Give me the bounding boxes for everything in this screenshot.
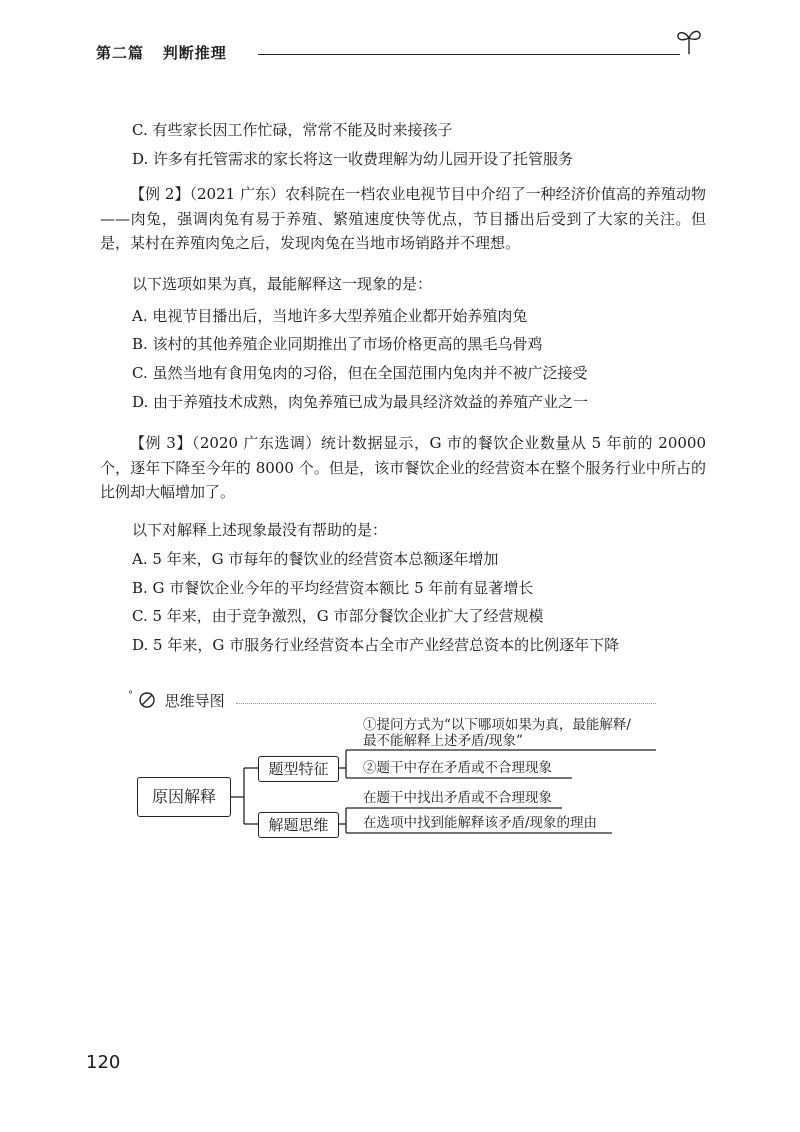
example3-source: （2020 广东选调）	[191, 434, 321, 452]
header-chapter: 判断推理	[162, 44, 227, 62]
example2-source: （2021 广东）	[189, 185, 286, 203]
example3-option-c: C. 5 年来，由于竞争激烈，G 市部分餐饮企业扩大了经营规模	[132, 607, 544, 625]
mindmap-branch-features: 题型特征	[258, 756, 339, 782]
mindmap-branch-thinking: 解题思维	[258, 812, 339, 838]
example2-body: 农科院在一档农业电视节目中介绍了一种经济价值高的养殖动物——肉兔，强调肉兔有易于养殖、繁殖速度快等优点，节目播出后受到了大家的关注。但是，某村在养殖肉兔之后，发现肉兔在当地市场销路并不理想。	[100, 185, 706, 252]
header-section: 第二篇	[96, 44, 145, 62]
mindmap-features-item-1b: 最不能解释上述矛盾/现象”	[363, 733, 523, 749]
example2-option-c: C. 虽然当地有食用兔肉的习俗，但在全国范围内兔肉并不被广泛接受	[132, 364, 588, 382]
mindmap-root: 原因解释	[137, 777, 231, 817]
mindmap-thinking-item-1: 在题干中找出矛盾或不合理现象	[363, 790, 552, 806]
carryover-option-d: D. 许多有托管需求的家长将这一收费理解为幼儿园开设了托管服务	[132, 150, 574, 168]
page-number: 120	[86, 1052, 121, 1073]
example2-question: 以下选项如果为真，最能解释这一现象的是：	[132, 275, 433, 293]
mindmap-features-item-1a: ①提问方式为“以下哪项如果为真，最能解释/	[363, 717, 631, 733]
carryover-option-c: C. 有些家长因工作忙碌，常常不能及时来接孩子	[132, 121, 453, 139]
mindmap-features-item-2: ②题干中存在矛盾或不合理现象	[363, 760, 552, 776]
example2-option-d: D. 由于养殖技术成熟，肉兔养殖已成为最具经济效益的养殖产业之一	[132, 393, 589, 411]
example3-label: 【例 3】	[130, 434, 192, 452]
example2-option-b: B. 该村的其他养殖企业同期推出了市场价格更高的黑毛乌骨鸡	[132, 335, 543, 353]
mindmap-title-text: 思维导图	[164, 692, 225, 710]
mindmap-thinking-item-2: 在选项中找到能解释该矛盾/现象的理由	[363, 815, 598, 831]
example2-option-a: A. 电视节目播出后，当地许多大型养殖企业都开始养殖肉兔	[132, 307, 528, 325]
example3-option-b: B. G 市餐饮企业今年的平均经营资本额比 5 年前有显著增长	[132, 579, 534, 597]
example3-option-a: A. 5 年来，G 市每年的餐饮业的经营资本总额逐年增加	[132, 550, 499, 568]
example3-option-d: D. 5 年来，G 市服务行业经营资本占全市产业经营总资本的比例逐年下降	[132, 636, 620, 654]
example3-question: 以下对解释上述现象最没有帮助的是：	[132, 521, 388, 539]
example3-body: 统计数据显示，G 市的餐饮企业数量从 5 年前的 20000 个，逐年下降至今年的 8000 个。但是，该市餐饮企业的经营资本在整个服务行业中所占的比例却大幅增加了。	[100, 434, 706, 501]
mindmap-title-mark: °	[128, 690, 133, 701]
example2-label: 【例 2】	[130, 185, 190, 203]
